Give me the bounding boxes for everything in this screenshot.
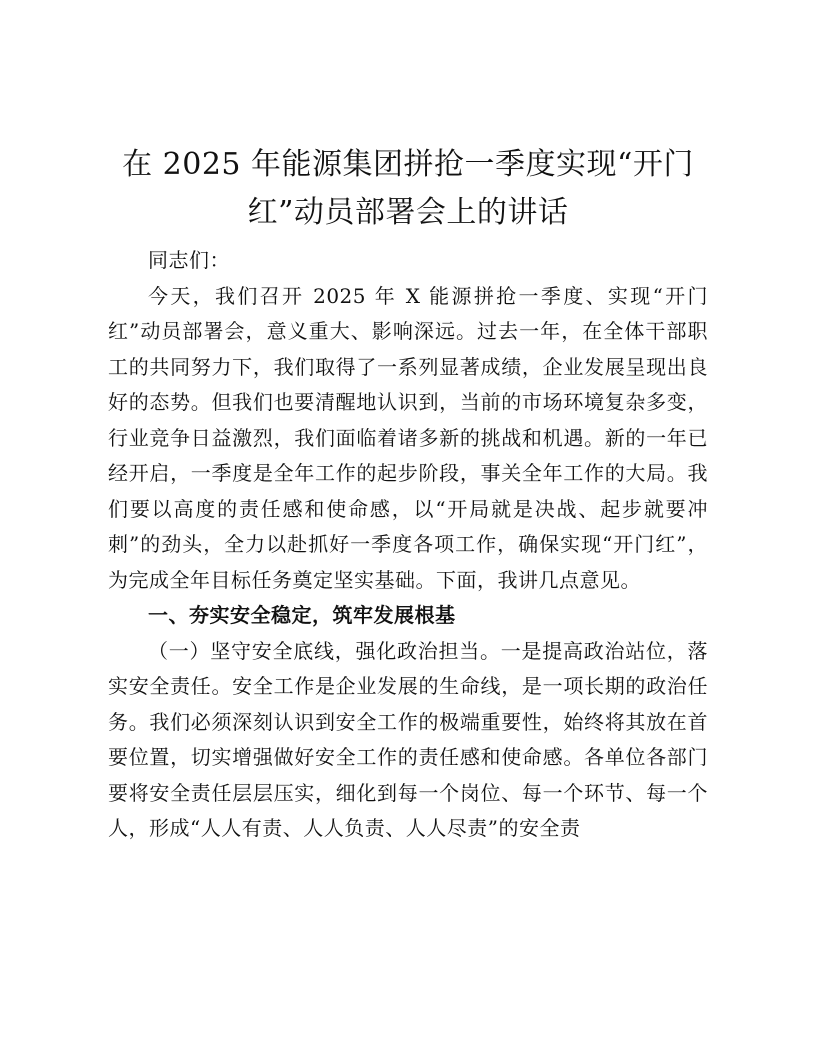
salutation: 同志们： <box>148 248 230 272</box>
document-body <box>108 243 708 847</box>
subsection-paragraph <box>108 634 708 847</box>
document-title: 在 2025 年能源集团拼抢一季度实现“开门红”动员部署会上的讲话 <box>122 147 694 230</box>
section-heading: 一、夯实安全稳定，筑牢发展根基 <box>148 603 456 627</box>
intro-paragraph: 今天，我们召开 2025 年 X 能源拼抢一季度、实现“开门红”动员部署会，意义重大、影响深远。过去一年，在全体干部职工的共同努力下，我们取得了一系列显著成绩，企业发展呈现出良好的态势。但我们也要清醒地认识到，当前的市场环境复杂多变，行业竞争日益激烈，我们面临着诸多新的挑战和机遇。新的一年已经开启，一季度是全年工作的起步阶段，事关全年工作的大局。我们要以高度的责任感和使命感，以“开局就是决战、起步就要冲刺”的劲头，全力以赴抓好一季度各项工作，确保实现“开门红”，为完成全年目标任务奠定坚实基础。下面，我讲几点意见。 <box>108 283 708 592</box>
subsection-heading: （一）坚守安全底线，强化政治担当。 <box>148 638 501 663</box>
subsection-text: 一是提高政治站位，落实安全责任。安全工作是企业发展的生命线，是一项长期的政治任务。我们必须深刻认识到安全工作的极端重要性，始终将其放在首要位置，切实增强做好安全工作的责任感和使命感。各单位各部门要将安全责任层层压实，细化到每一个岗位、每一个环节、每一个人，形成“人人有责、人人负责、人人尽责”的安全责 <box>108 638 708 840</box>
